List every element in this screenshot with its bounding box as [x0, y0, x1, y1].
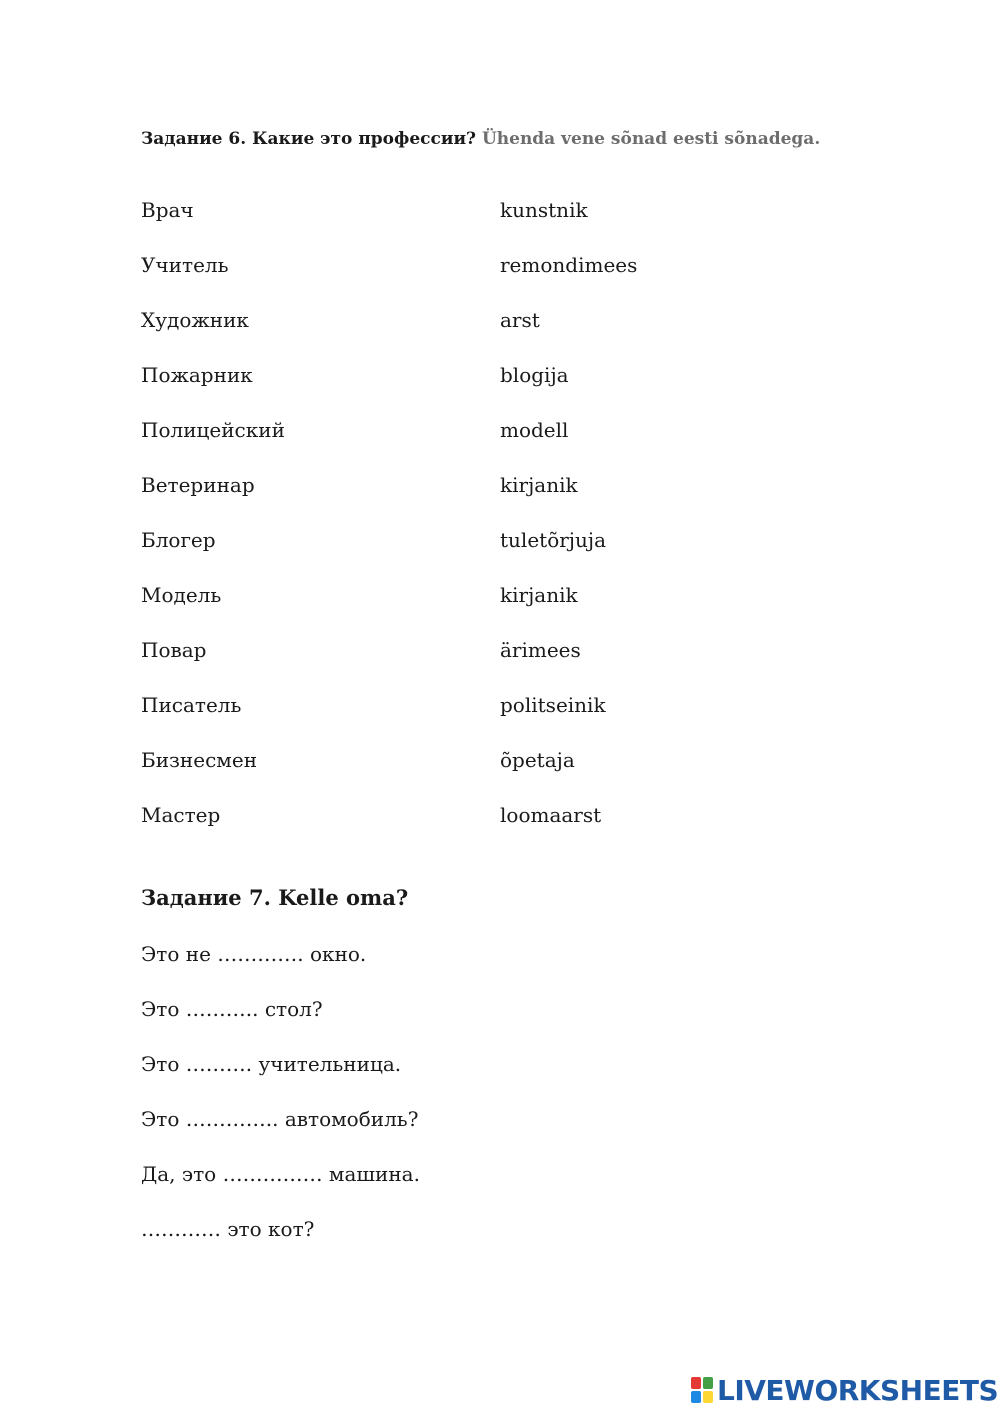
russian-word: Модель [141, 583, 222, 607]
logo-square [691, 1391, 701, 1403]
estonian-word: ärimees [500, 638, 581, 662]
russian-word: Писатель [141, 693, 242, 717]
estonian-word: kirjanik [500, 583, 578, 607]
russian-word: Бизнесмен [141, 748, 258, 772]
estonian-word: kunstnik [500, 198, 588, 222]
logo-square [691, 1377, 701, 1389]
russian-word: Пожарник [141, 363, 253, 387]
logo-square [703, 1391, 713, 1403]
logo-mark-icon [691, 1377, 713, 1403]
task6-heading-et: Ühenda vene sõnad eesti sõnadega. [481, 129, 821, 149]
russian-word: Полицейский [141, 418, 285, 442]
russian-word: Мастер [141, 803, 221, 827]
task6-heading-ru: Задание 6. Какие это профессии? [141, 129, 477, 149]
estonian-word: loomaarst [500, 803, 602, 827]
fill-in-sentence: Это ………….. автомобиль? [141, 1107, 419, 1131]
estonian-word: kirjanik [500, 473, 578, 497]
fill-in-sentence: ………… это кот? [141, 1217, 315, 1241]
russian-word: Блогер [141, 528, 216, 552]
russian-word: Повар [141, 638, 207, 662]
estonian-word: remondimees [500, 253, 638, 277]
fill-in-sentence: Это не …………. окно. [141, 942, 367, 966]
liveworksheets-logo [691, 1374, 998, 1406]
fill-in-sentence: Да, это …………… машина. [141, 1162, 420, 1186]
estonian-word: arst [500, 308, 540, 332]
russian-word: Художник [141, 308, 249, 332]
russian-word: Врач [141, 198, 194, 222]
task7-heading: Задание 7. Kelle oma? [141, 885, 409, 910]
russian-word: Учитель [141, 253, 229, 277]
fill-in-sentence: Это ………. учительница. [141, 1052, 402, 1076]
estonian-word: modell [500, 418, 569, 442]
estonian-word: politseinik [500, 693, 606, 717]
estonian-word: tuletõrjuja [500, 528, 606, 552]
logo-square [703, 1377, 713, 1389]
estonian-word: õpetaja [500, 748, 575, 772]
task6-heading [141, 129, 820, 149]
logo-text: LIVEWORKSHEETS [717, 1373, 999, 1407]
russian-word: Ветеринар [141, 473, 255, 497]
fill-in-sentence: Это ……….. стол? [141, 997, 323, 1021]
estonian-word: blogija [500, 363, 569, 387]
